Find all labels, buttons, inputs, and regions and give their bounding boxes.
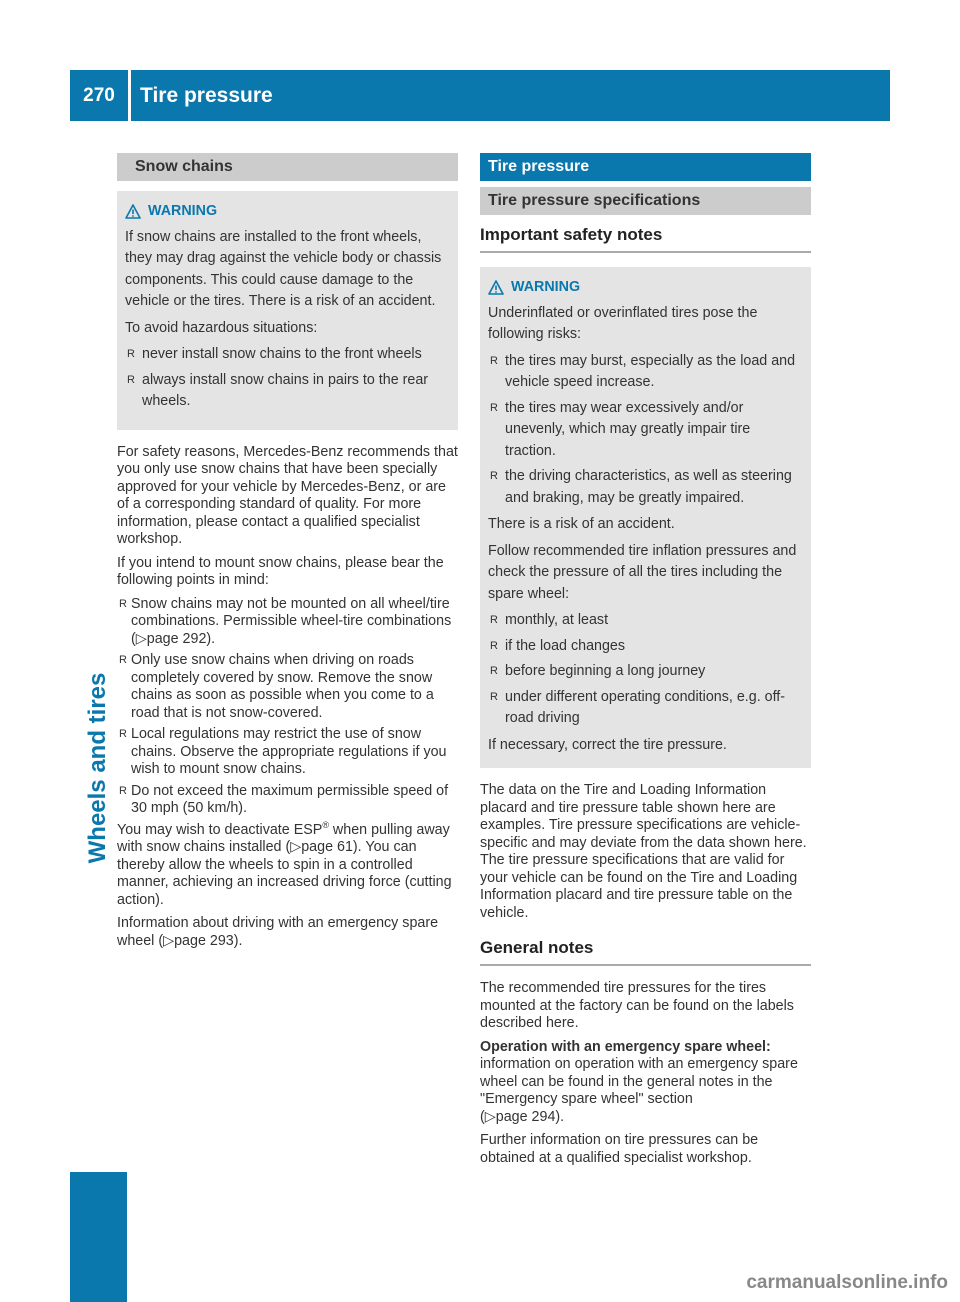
list-item: R Local regulations may restrict the use of snow chains. Observe the appropriate regulations if you wish to mount snow chains. [119,726,447,777]
list-item: R Do not exceed the maximum permissible speed of 30 mph (50 km/h). [119,782,449,816]
list-item: R the tires may burst, especially as the load and vehicle speed increase. [490,352,796,390]
tire-pressure-body [480,782,811,922]
list-item: R the driving characteristics, as well as steering and braking, may be greatly impaired. [490,468,792,506]
heading-important-safety-notes: Important safety notes [480,225,811,253]
chapter-label: Wheels and tires [84,672,111,864]
page-reference-link[interactable]: page 293 [174,932,234,949]
warning-box-snow-chains [117,191,458,430]
warning-text: To avoid hazardous situations: [125,319,318,336]
warning-box-tire-pressure [480,267,811,768]
bullet-icon: R [127,373,135,386]
left-column [117,153,458,956]
risk-list [488,351,803,510]
list-item: R never install snow chains to the front wheels [125,344,450,366]
bullet-icon: R [490,401,498,414]
paragraph-esp: You may wish to deactivate ESP® when pulling away with snow chains installed (▷page 61). You can thereby allow the wheels to spin in a controlled manner, achieving an increased driving force (cutting action). [117,819,452,908]
section-title-snow-chains: Snow chains [117,153,458,181]
warning-list [125,344,450,413]
bullet-icon: R [119,597,127,610]
list-item: R Snow chains may not be mounted on all wheel/tire combinations. Permissible wheel-tire combinations (▷page 292). [119,595,452,647]
list-item: R under different operating conditions, e.g. off-road driving [490,688,786,726]
page-reference-link[interactable]: page 292 [146,630,207,647]
warning-label: WARNING [511,279,581,295]
section-title-tire-pressure: Tire pressure [480,153,811,181]
watermark: carmanualsonline.info [746,1272,948,1293]
page-title: Tire pressure [140,83,273,107]
subsection-title-specifications: Tire pressure specifications [480,187,811,215]
arrow-icon: ▷ [163,932,175,949]
list-item: R monthly, at least [488,610,803,632]
list-item: R the tires may wear excessively and/or unevenly, which may greatly impair tire traction. [490,399,751,459]
warning-triangle-icon [125,204,141,219]
warning-text: If snow chains are installed to the front wheels, they may drag against the vehicle body or chassis components. This could cause damage to the vehicle or the tires. There is a risk of an accident. [125,228,442,309]
paragraph: Further information on tire pressures can be obtained at a qualified specialist workshop. [480,1132,759,1166]
page-reference-link[interactable]: page 294 [495,1108,556,1125]
arrow-icon: ▷ [484,1108,496,1125]
points-list [117,596,458,818]
snow-chains-body [117,444,458,951]
warning-text: Follow recommended tire inflation pressures and check the pressure of all the tires including the spare wheel: [488,542,797,602]
list-item: R Only use snow chains when driving on roads completely covered by snow. Remove the snow chains as soon as possible when you come to a road that is not snow-covered. [119,652,434,721]
paragraph: If you intend to mount snow chains, please bear the following points in mind: [117,554,444,588]
list-item: R if the load changes [488,636,803,658]
bullet-icon: R [490,665,498,677]
check-list [488,610,803,730]
list-item: R always install snow chains in pairs to the rear wheels. [127,371,429,409]
page-reference-link[interactable]: page 61 [301,839,353,855]
header-divider [128,70,131,121]
bullet-icon: R [490,470,498,482]
arrow-icon: ▷ [290,839,302,855]
paragraph-spare-wheel: Information about driving with an emergency spare wheel (▷page 293). [117,915,439,949]
chapter-tab [70,1172,127,1302]
bullet-icon: R [127,348,135,360]
warning-header [125,201,450,223]
warning-triangle-icon [488,280,504,295]
bullet-icon: R [119,728,127,740]
warning-text: Underinflated or overinflated tires pose the following risks: [488,304,758,342]
bullet-icon: R [490,614,498,626]
warning-label: WARNING [148,203,218,219]
bullet-icon: R [490,639,498,652]
bullet-icon: R [490,354,498,367]
arrow-icon: ▷ [135,630,147,647]
paragraph: The data on the Tire and Loading Information placard and tire pressure table shown here are examples. Tire pressure specifications are vehicle-specific and may deviate from the data shown here. The tire pressure specifications that are valid for your vehicle can be found on the Tire and Loading Information placard and tire pressure table on the vehicle. [480,782,807,921]
paragraph: For safety reasons, Mercedes-Benz recommends that you only use snow chains that have been specially approved for your vehicle by Mercedes-Benz, or are of a corresponding standard of quality. For more information, please contact a qualified specialist workshop. [117,443,458,547]
heading-general-notes: General notes [480,938,811,966]
page-number: 270 [83,84,115,106]
paragraph-spare-wheel-operation: Operation with an emergency spare wheel: information on operation with an emergency spare wheel can be found in the general notes in the "Emergency spare wheel" section (▷page 294). [480,1038,798,1125]
right-column [480,153,811,1173]
bullet-icon: R [119,784,127,797]
general-notes-body [480,980,811,1167]
warning-header [488,277,803,299]
bullet-icon: R [490,690,498,703]
list-item: R before beginning a long journey [488,661,803,683]
paragraph: The recommended tire pressures for the tires mounted at the factory can be found on the labels described here. [480,980,794,1031]
bullet-icon: R [119,654,127,666]
warning-text: There is a risk of an accident. [488,516,675,532]
warning-text: If necessary, correct the tire pressure. [488,736,727,753]
